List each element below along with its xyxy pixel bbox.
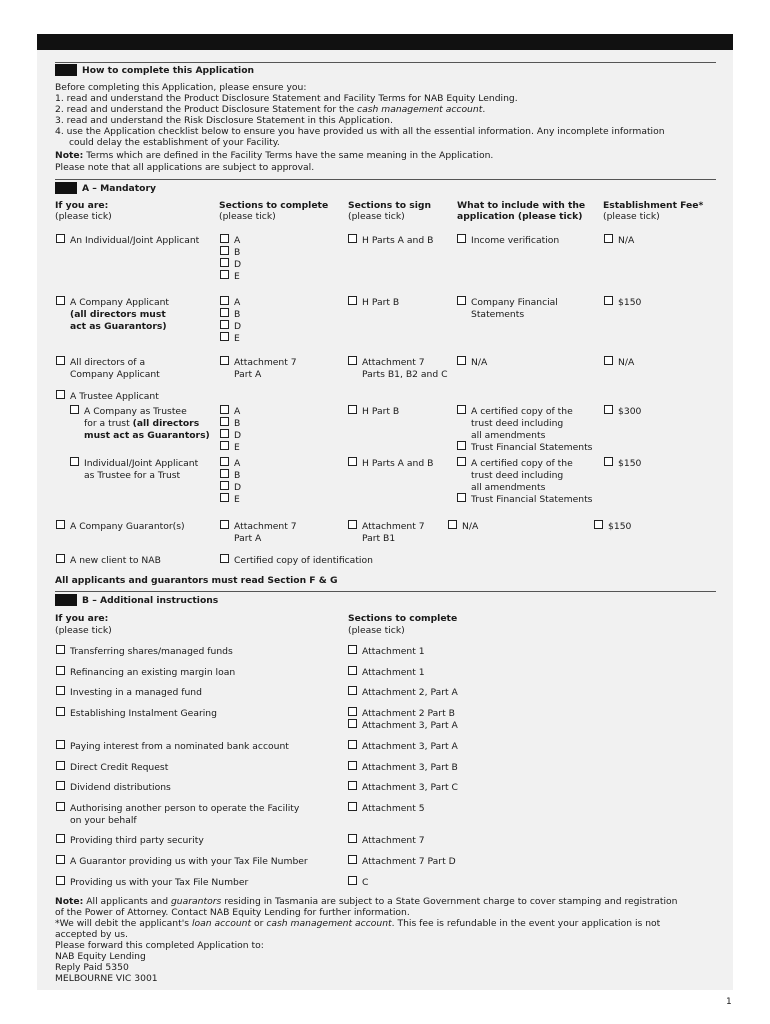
- label-include: all amendments: [471, 430, 546, 441]
- col-header-fee: Establishment Fee*: [603, 200, 704, 211]
- label-fee: N/A: [618, 357, 635, 368]
- label-section: B: [234, 247, 241, 258]
- label-all-directors: All directors of a: [70, 357, 146, 368]
- label-attachment: Attachment 1: [362, 646, 425, 657]
- checkbox-attachment[interactable]: [348, 781, 357, 790]
- label-attachment: Attachment 7: [362, 835, 425, 846]
- checkbox-section-b[interactable]: [220, 469, 229, 478]
- label-attachment: Attachment 3, Part A: [362, 741, 458, 752]
- checkbox-section-d[interactable]: [220, 429, 229, 438]
- label-trustee-applicant: A Trustee Applicant: [70, 391, 159, 402]
- label-section: D: [234, 321, 242, 332]
- checkbox-attachment[interactable]: [348, 719, 357, 728]
- label-instruction: Authorising another person to operate the Facility: [70, 803, 300, 814]
- checkbox-company-trustee[interactable]: [70, 405, 79, 414]
- checkbox-refinancing[interactable]: [56, 666, 65, 675]
- checkbox-fee[interactable]: [604, 296, 613, 305]
- checkbox-section-a[interactable]: [220, 234, 229, 243]
- label-attachment: C: [362, 877, 369, 888]
- address-line: MELBOURNE VIC 3001: [55, 973, 158, 984]
- section-tab: [55, 64, 77, 76]
- notes-line-4: accepted by us.: [55, 929, 128, 940]
- col-header-sections-sign: Sections to sign: [348, 200, 431, 211]
- checkbox-individual-applicant[interactable]: [56, 234, 65, 243]
- checkbox-company-applicant[interactable]: [56, 296, 65, 305]
- notes-line-1: Note: All applicants and guarantors residing in Tasmania are subject to a State Government charge to cover stamping and registration: [55, 896, 678, 907]
- label-sign: H Parts A and B: [362, 235, 434, 246]
- label-instruction: Refinancing an existing margin loan: [70, 667, 236, 678]
- howto-step-1: 1. read and understand the Product Disclosure Statement and Facility Terms for NAB Equity Lending.: [55, 93, 518, 104]
- label-company-trustee: for a trust (all directors: [84, 418, 200, 429]
- label-fee: $150: [618, 458, 642, 469]
- label-section: D: [234, 430, 242, 441]
- label-section: Part A: [234, 369, 262, 380]
- checkbox-section-e[interactable]: [220, 493, 229, 502]
- label-section: A: [234, 235, 241, 246]
- checkbox-include[interactable]: [448, 520, 457, 529]
- checkbox-managed-fund[interactable]: [56, 686, 65, 695]
- checkbox-trust-deed[interactable]: [457, 405, 466, 414]
- label-section: A: [234, 297, 241, 308]
- checkbox-all-directors[interactable]: [56, 356, 65, 365]
- checkbox-fee[interactable]: [604, 405, 613, 414]
- checkbox-attachment-7[interactable]: [220, 356, 229, 365]
- checkbox-fee[interactable]: [604, 457, 613, 466]
- col-header-sections-complete: Sections to complete: [348, 613, 458, 624]
- label-instruction: Providing third party security: [70, 835, 204, 846]
- notes-line-2: of the Power of Attorney. Contact NAB Equity Lending for further information.: [55, 907, 410, 918]
- label-section: A: [234, 406, 241, 417]
- label-include: Trust Financial Statements: [471, 494, 593, 505]
- label-individual-trustee: Individual/Joint Applicant: [84, 458, 199, 469]
- howto-step-4: 4. use the Application checklist below to ensure you have provided us with all the essential information. Any incomplete information: [55, 126, 665, 137]
- section-tab: [55, 182, 77, 194]
- checkbox-section-b[interactable]: [220, 246, 229, 255]
- checkbox-attachment[interactable]: [348, 834, 357, 843]
- checkbox-section-a[interactable]: [220, 405, 229, 414]
- label-attachment: Attachment 5: [362, 803, 425, 814]
- checkbox-sign[interactable]: [348, 296, 357, 305]
- howto-title: How to complete this Application: [82, 65, 255, 76]
- label-section: E: [234, 271, 240, 282]
- address-line: Reply Paid 5350: [55, 962, 129, 973]
- notes-line-5: Please forward this completed Application to:: [55, 940, 264, 951]
- label-include: Income verification: [471, 235, 560, 246]
- label-section: B: [234, 309, 241, 320]
- checkbox-section-d[interactable]: [220, 481, 229, 490]
- checkbox-individual-trustee[interactable]: [70, 457, 79, 466]
- divider: [55, 591, 716, 592]
- label-company-applicant-note: act as Guarantors): [70, 321, 167, 332]
- label-instruction: Establishing Instalment Gearing: [70, 708, 217, 719]
- label-identification: Certified copy of identification: [234, 555, 373, 566]
- label-attachment: Attachment 2, Part A: [362, 687, 458, 698]
- section-b-title: B – Additional instructions: [82, 595, 219, 606]
- label-fee: $300: [618, 406, 642, 417]
- label-include: trust deed including: [471, 470, 564, 481]
- checkbox-fee[interactable]: [594, 520, 603, 529]
- label-section: E: [234, 442, 240, 453]
- checkbox-trustee-applicant[interactable]: [56, 390, 65, 399]
- label-company-trustee: A Company as Trustee: [84, 406, 187, 417]
- checkbox-include[interactable]: [457, 356, 466, 365]
- checkbox-section-e[interactable]: [220, 270, 229, 279]
- checkbox-new-client[interactable]: [56, 554, 65, 563]
- col-header-if-you-are: If you are:: [55, 200, 109, 211]
- section-a-footer: All applicants and guarantors must read Section F & G: [55, 575, 338, 586]
- label-attachment: Attachment 1: [362, 667, 425, 678]
- label-section: D: [234, 259, 242, 270]
- checkbox-fee[interactable]: [604, 356, 613, 365]
- checkbox-section-b[interactable]: [220, 417, 229, 426]
- checkbox-include[interactable]: [457, 234, 466, 243]
- checkbox-guarantor-tfn[interactable]: [56, 855, 65, 864]
- header-bar: [37, 34, 733, 50]
- label-individual-applicant: An Individual/Joint Applicant: [70, 235, 200, 246]
- checkbox-third-party[interactable]: [56, 834, 65, 843]
- label-instruction: A Guarantor providing us with your Tax File Number: [70, 856, 308, 867]
- checkbox-dividend[interactable]: [56, 781, 65, 790]
- label-sign: Attachment 7: [362, 521, 425, 532]
- checkbox-paying-interest[interactable]: [56, 740, 65, 749]
- checkbox-sign[interactable]: [348, 520, 357, 529]
- checkbox-authorising[interactable]: [56, 802, 65, 811]
- address-line: NAB Equity Lending: [55, 951, 146, 962]
- checkbox-section-e[interactable]: [220, 441, 229, 450]
- col-header-if-you-are: If you are:: [55, 613, 109, 624]
- label-include: A certified copy of the: [471, 406, 573, 417]
- label-sign: Parts B1, B2 and C: [362, 369, 448, 380]
- checkbox-sign[interactable]: [348, 405, 357, 414]
- label-section: Part A: [234, 533, 262, 544]
- howto-step-2: 2. read and understand the Product Disclosure Statement for the cash management account.: [55, 104, 486, 115]
- section-a-title: A – Mandatory: [82, 183, 156, 194]
- label-sign: H Parts A and B: [362, 458, 434, 469]
- col-header-include: What to include with the: [457, 200, 586, 211]
- label-include: Company Financial: [471, 297, 558, 308]
- checkbox-attachment[interactable]: [348, 740, 357, 749]
- checkbox-sign[interactable]: [348, 234, 357, 243]
- checkbox-trust-financials[interactable]: [457, 493, 466, 502]
- label-section: A: [234, 458, 241, 469]
- section-tab: [55, 594, 77, 606]
- label-attachment: Attachment 7 Part D: [362, 856, 456, 867]
- label-section: D: [234, 482, 242, 493]
- label-include: N/A: [471, 357, 488, 368]
- label-attachment: Attachment 2 Part B: [362, 708, 455, 719]
- checkbox-attachment[interactable]: [348, 645, 357, 654]
- label-new-client: A new client to NAB: [70, 555, 161, 566]
- label-fee: $150: [618, 297, 642, 308]
- col-header-tick: (please tick): [348, 625, 405, 636]
- label-instruction: Dividend distributions: [70, 782, 171, 793]
- label-company-guarantor: A Company Guarantor(s): [70, 521, 185, 532]
- label-section: E: [234, 494, 240, 505]
- label-individual-trustee: as Trustee for a Trust: [84, 470, 181, 481]
- label-section: Attachment 7: [234, 521, 297, 532]
- checkbox-attachment[interactable]: [348, 707, 357, 716]
- checkbox-trust-financials[interactable]: [457, 441, 466, 450]
- label-fee: N/A: [618, 235, 635, 246]
- label-instruction: Direct Credit Request: [70, 762, 169, 773]
- divider: [55, 62, 716, 63]
- notes-line-3: *We will debit the applicant's loan account or cash management account. This fee is refundable in the event your application is not: [55, 918, 661, 929]
- col-header-include-2: application (please tick): [457, 211, 583, 222]
- col-header-tick: (please tick): [219, 211, 276, 222]
- checkbox-include[interactable]: [457, 296, 466, 305]
- checkbox-section-d[interactable]: [220, 320, 229, 329]
- checkbox-section-d[interactable]: [220, 258, 229, 267]
- label-section: B: [234, 470, 241, 481]
- col-header-tick: (please tick): [55, 211, 112, 222]
- label-sign: Part B1: [362, 533, 396, 544]
- checkbox-section-a[interactable]: [220, 457, 229, 466]
- label-fee: $150: [608, 521, 632, 532]
- checkbox-trust-deed[interactable]: [457, 457, 466, 466]
- col-header-sections-complete: Sections to complete: [219, 200, 329, 211]
- label-sign: H Part B: [362, 297, 400, 308]
- label-instruction: Investing in a managed fund: [70, 687, 202, 698]
- page-number: 1: [726, 997, 732, 1007]
- checkbox-fee[interactable]: [604, 234, 613, 243]
- checkbox-sign[interactable]: [348, 356, 357, 365]
- col-header-tick: (please tick): [55, 625, 112, 636]
- label-instruction: Paying interest from a nominated bank account: [70, 741, 289, 752]
- checkbox-section-e[interactable]: [220, 332, 229, 341]
- label-attachment: Attachment 3, Part A: [362, 720, 458, 731]
- checkbox-direct-credit[interactable]: [56, 761, 65, 770]
- checkbox-identification[interactable]: [220, 554, 229, 563]
- howto-intro: Before completing this Application, please ensure you:: [55, 82, 307, 93]
- label-include: Statements: [471, 309, 525, 320]
- label-sign: Attachment 7: [362, 357, 425, 368]
- checkbox-company-guarantor[interactable]: [56, 520, 65, 529]
- label-include: all amendments: [471, 482, 546, 493]
- label-include: trust deed including: [471, 418, 564, 429]
- label-section: E: [234, 333, 240, 344]
- label-instruction: Providing us with your Tax File Number: [70, 877, 249, 888]
- checkbox-attachment[interactable]: [348, 761, 357, 770]
- checkbox-sign[interactable]: [348, 457, 357, 466]
- checkbox-attachment[interactable]: [348, 876, 357, 885]
- checkbox-attachment[interactable]: [348, 666, 357, 675]
- checkbox-transferring-shares[interactable]: [56, 645, 65, 654]
- checkbox-tfn[interactable]: [56, 876, 65, 885]
- divider: [55, 179, 716, 180]
- label-include: A certified copy of the: [471, 458, 573, 469]
- checkbox-attachment[interactable]: [348, 802, 357, 811]
- label-sign: H Part B: [362, 406, 400, 417]
- checkbox-instalment-gearing[interactable]: [56, 707, 65, 716]
- label-include: Trust Financial Statements: [471, 442, 593, 453]
- label-section: Attachment 7: [234, 357, 297, 368]
- checkbox-attachment-7[interactable]: [220, 520, 229, 529]
- label-company-applicant-note: (all directors must: [70, 309, 166, 320]
- checkbox-attachment[interactable]: [348, 686, 357, 695]
- label-all-directors: Company Applicant: [70, 369, 160, 380]
- howto-step-4-cont: could delay the establishment of your Facility.: [69, 137, 280, 148]
- howto-note: Note: Terms which are defined in the Facility Terms have the same meaning in the Application.: [55, 150, 494, 161]
- label-attachment: Attachment 3, Part B: [362, 762, 458, 773]
- howto-note-2: Please note that all applications are subject to approval.: [55, 162, 315, 173]
- checkbox-attachment[interactable]: [348, 855, 357, 864]
- howto-step-3: 3. read and understand the Risk Disclosure Statement in this Application.: [55, 115, 393, 126]
- label-company-trustee-note: must act as Guarantors): [84, 430, 210, 441]
- label-company-applicant: A Company Applicant: [70, 297, 169, 308]
- col-header-tick: (please tick): [348, 211, 405, 222]
- checkbox-section-b[interactable]: [220, 308, 229, 317]
- label-instruction: Transferring shares/managed funds: [70, 646, 233, 657]
- checkbox-section-a[interactable]: [220, 296, 229, 305]
- label-instruction: on your behalf: [70, 815, 137, 826]
- label-attachment: Attachment 3, Part C: [362, 782, 458, 793]
- label-section: B: [234, 418, 241, 429]
- col-header-tick: (please tick): [603, 211, 660, 222]
- label-include: N/A: [462, 521, 479, 532]
